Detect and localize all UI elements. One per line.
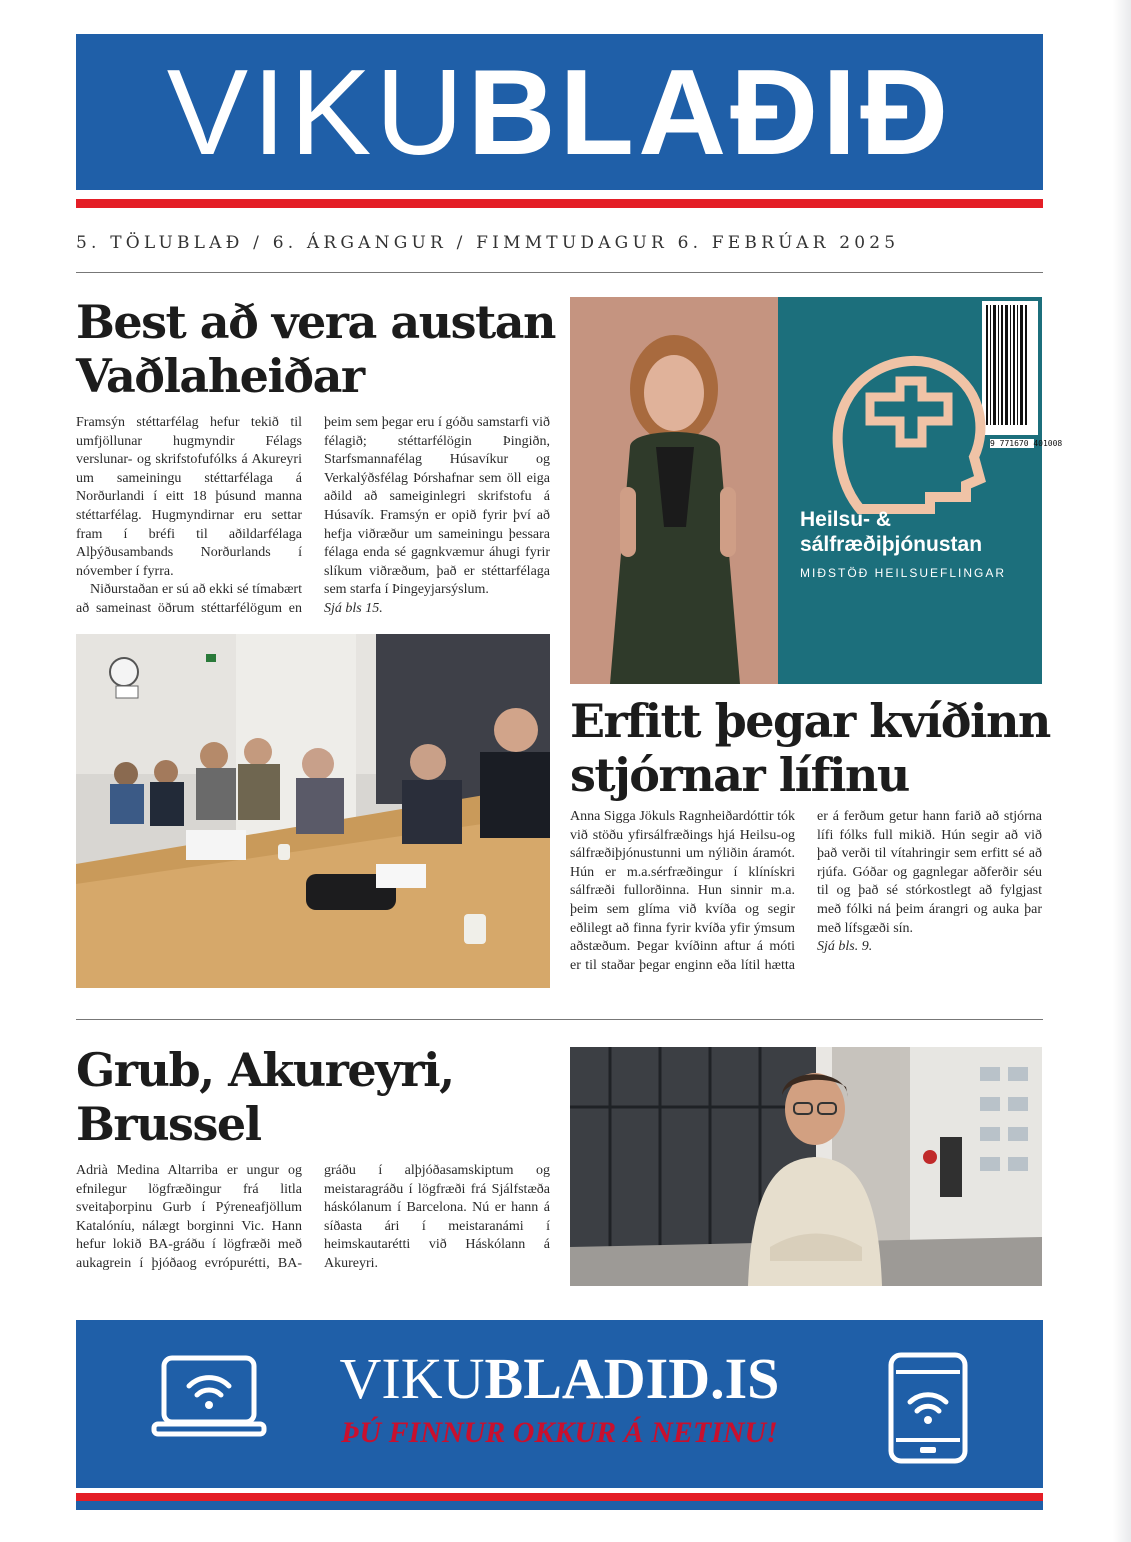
footer-tagline: ÞÚ FINNUR OKKUR Á NETINU! xyxy=(341,1416,778,1449)
masthead xyxy=(76,34,1043,190)
article1-headline: Best að vera austan Vaðlaheiðar xyxy=(76,295,556,403)
divider-middle xyxy=(76,1019,1043,1020)
article1-paragraph: Framsýn stéttarfélag hefur tekið til umfjöllunar hugmyndir Félags verslunar- og skrifstofufólks á Akureyri um sameiningu stéttarfélaga á Norðurlandi í eitt 18 þúsund manna stéttarfélag. Hugmyndirnar eru settar fram í bréfi til aðildarfélaga Alþýðusambands Norðurlands í nóvember í fyrra. xyxy=(76,415,302,579)
article3-paragraph: Adrià Medina Altarriba er ungur og efnilegur lögfræðingur frá litla sveitaþorpinu Gurb í Pýreneafjöllum Katalóníu, nálægt borginni Vic. Hann hefur lokið BA-gráðu í lögfræði með aukagrein í þjóðaog evrópurétti, BA-gráðu í alþjóðasamskiptum og meistaragráðu í lögfræði frá Sjálfstæða háskólanum í Barcelona. Nú er hann á síðasta ári í meistaranámi í heimskautarétti við Háskólann á Akureyri. xyxy=(76,1163,550,1271)
article2-paragraph: Anna Sigga Jökuls Ragnheiðardóttir tók við stöðu yfirsálfræðings hjá Heilsu-og sálfræðiþjónustunni um nýliðin áramót. Hún er m.a.sérfræðingur í klínískri sálfræði fullorðinna. Hun sinnir m.a. þeim sem glíma við kvíða og segir eðlilegt að finna fyrir kvíða yfir ýmsum aðstæðum. Þegar kvíðinn aftur á móti er til staðar þegar enginn eða lítil hætta er á ferðum getur hann farið að stjórna lífi fólks full mikið. Hún segir að við það verði til vítahringir sem erfitt sé að rjúfa. Góðar og gagnlegar aðferðir séu til og það sé stórkostlegt að fylgjast með fólki ná þeim árangri og auka þar með lífsgæði sín. xyxy=(570,809,1042,973)
article3-headline: Grub, Akureyri, Brussel xyxy=(76,1043,454,1151)
article1-photo-meeting xyxy=(76,634,550,988)
sign-line1: Heilsu- & xyxy=(800,508,892,531)
barcode-number: 9 771670 401008 xyxy=(990,439,1063,448)
masthead-title xyxy=(166,44,953,180)
footer-url-light: VIKU xyxy=(339,1346,485,1411)
footer-url-bold: BLADID.IS xyxy=(484,1346,780,1411)
article3-body xyxy=(76,1162,550,1292)
issue-line: 5. TÖLUBLAÐ / 6. ÁRGANGUR / FIMMTUDAGUR 6. FEBRÚAR 2025 xyxy=(76,233,900,253)
article2-headline: Erfitt þegar kvíðinn stjórnar lífinu xyxy=(570,694,1050,802)
masthead-title-bold: BLAÐIÐ xyxy=(467,44,953,180)
phone-wifi-icon xyxy=(888,1352,968,1469)
article2-body xyxy=(570,808,1042,990)
footer-banner xyxy=(76,1320,1043,1488)
divider-top xyxy=(76,272,1043,273)
sign-line2: sálfræðiþjónustan xyxy=(800,533,983,556)
footer-red-bar xyxy=(76,1493,1043,1501)
sign-line3: MIÐSTÖÐ HEILSUEFLINGAR xyxy=(800,566,1007,580)
article2-photo-portrait xyxy=(570,297,1063,684)
article1-see-page: Sjá bls 15. xyxy=(324,600,383,616)
footer-blue-bar xyxy=(76,1501,1043,1510)
masthead-red-bar xyxy=(76,199,1043,208)
article3-photo-portrait xyxy=(570,1047,1042,1286)
article1-body xyxy=(76,414,550,624)
sign-text xyxy=(800,507,1006,586)
masthead-title-light: VIKU xyxy=(166,44,468,180)
article1-paragraph: Niðurstaðan er sú að ekki sé tímabært að sameinast öðrum stéttarfélögum en þeim sem þegar eru í góðu samstarfi við félagið; stéttarfélögin Þingiðn, Starfsmannafélag Húsavíkur og Verkalýðsfélag Þórshafnar sem öll eiga aðild að sameiginlegri skrifstofu á Húsavík. Framsýn er opið fyrir því að hefja viðræður um sameiningu þessara félaga enda sé gagnkvæmur áhugi fyrir slíkum viðræðum, það er stéttarfélaga sem starfa í Þingeyjarsýslum. xyxy=(76,415,550,616)
page-edge-shadow xyxy=(1113,0,1131,1542)
article2-see-page: Sjá bls. 9. xyxy=(817,939,873,955)
